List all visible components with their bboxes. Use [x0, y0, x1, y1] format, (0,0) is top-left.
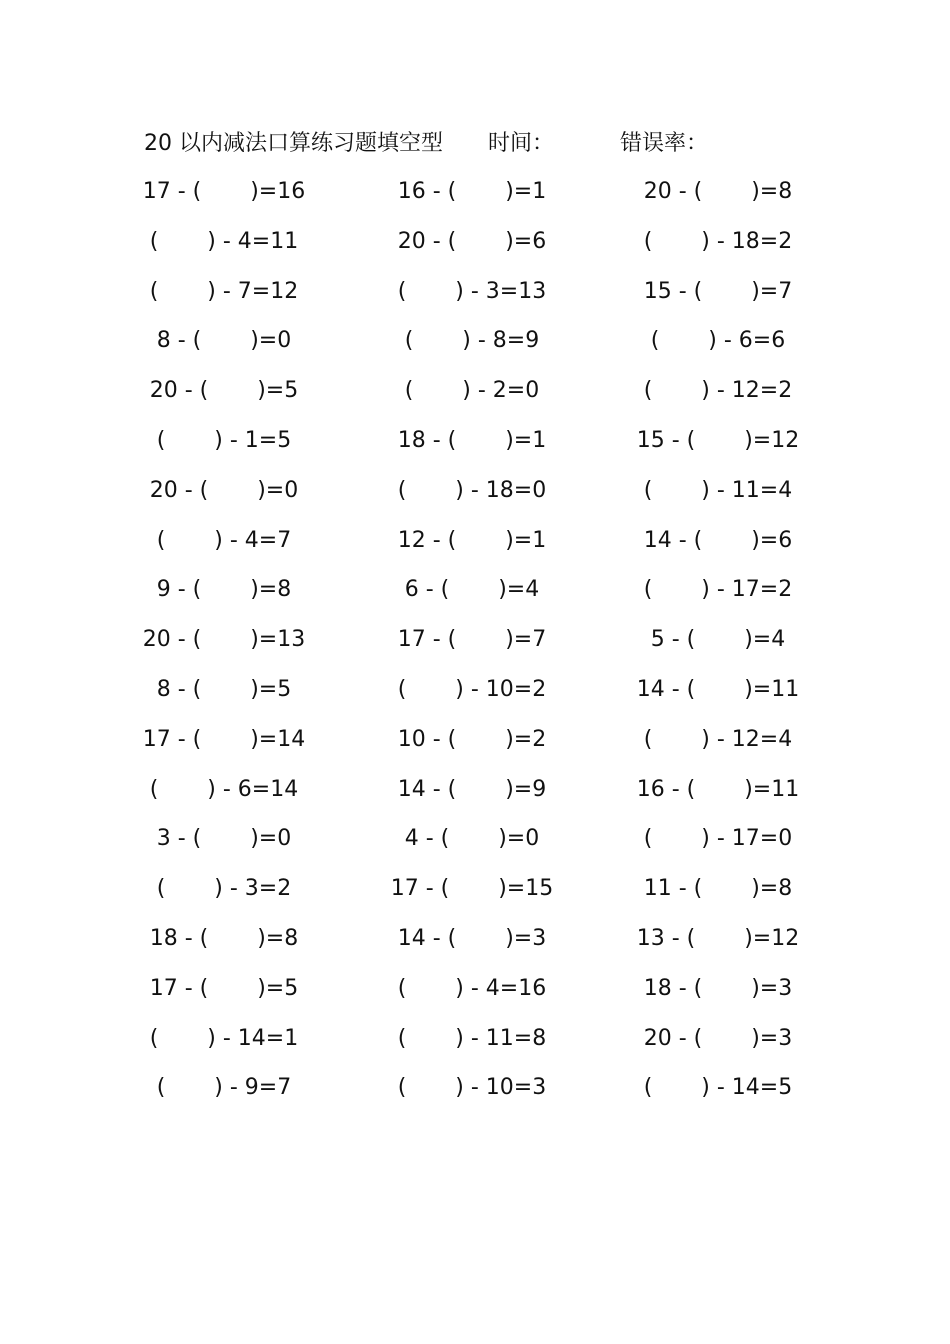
problem-cell: 14 - ( )=3 [397, 925, 547, 951]
problem-cell: 18 - ( )=3 [643, 975, 793, 1001]
problem-cell: 6 - ( )=4 [404, 577, 540, 603]
problem-cell: ( ) - 3=13 [397, 278, 547, 304]
problem-cell: 14 - ( )=9 [397, 776, 547, 802]
problem-cell: 17 - ( )=7 [397, 627, 547, 653]
problem-cell: 17 - ( )=5 [149, 975, 299, 1001]
problem-cell: ( ) - 6=14 [149, 776, 299, 802]
problem-cell: 11 - ( )=8 [643, 876, 793, 902]
problem-row [0, 770, 950, 820]
problem-cell: 13 - ( )=12 [636, 925, 800, 951]
problem-row [0, 869, 950, 919]
problem-cell: 5 - ( )=4 [650, 627, 786, 653]
problem-row [0, 720, 950, 770]
problem-cell: 8 - ( )=0 [156, 328, 292, 354]
problem-cell: ( ) - 12=2 [643, 378, 793, 404]
problem-cell: ( ) - 18=0 [397, 477, 547, 503]
worksheet-header [0, 126, 950, 160]
problem-row [0, 1068, 950, 1118]
problem-cell: ( ) - 11=8 [397, 1025, 547, 1051]
problem-row [0, 969, 950, 1019]
problem-cell: ( ) - 4=7 [156, 527, 292, 553]
problem-grid [0, 172, 950, 1118]
problem-cell: ( ) - 9=7 [156, 1075, 292, 1101]
problem-cell: 20 - ( )=5 [149, 378, 299, 404]
problem-row [0, 670, 950, 720]
error-rate-label: 错误率： [620, 131, 709, 156]
problem-row [0, 272, 950, 322]
problem-cell: ( ) - 11=4 [643, 477, 793, 503]
problem-cell: ( ) - 18=2 [643, 228, 793, 254]
problem-row [0, 321, 950, 371]
problem-cell: 15 - ( )=7 [643, 278, 793, 304]
problem-cell: ( ) - 7=12 [149, 278, 299, 304]
problem-cell: 12 - ( )=1 [397, 527, 547, 553]
problem-cell: ( ) - 17=2 [643, 577, 793, 603]
problem-cell: 20 - ( )=13 [142, 627, 306, 653]
problem-cell: ( ) - 3=2 [156, 876, 292, 902]
problem-cell: 20 - ( )=3 [643, 1025, 793, 1051]
problem-cell: 14 - ( )=11 [636, 676, 800, 702]
problem-row [0, 471, 950, 521]
problem-cell: ( ) - 10=2 [397, 676, 547, 702]
problem-cell: ( ) - 6=6 [650, 328, 786, 354]
problem-cell: 8 - ( )=5 [156, 676, 292, 702]
problem-cell: 18 - ( )=1 [397, 427, 547, 453]
problem-row [0, 1019, 950, 1069]
problem-cell: 17 - ( )=16 [142, 179, 306, 204]
problem-row [0, 819, 950, 869]
worksheet-title: 20 以内减法口算练习题填空型 [144, 131, 443, 156]
problem-row [0, 919, 950, 969]
problem-cell: 10 - ( )=2 [397, 726, 547, 752]
problem-cell: ( ) - 2=0 [404, 378, 540, 404]
problem-row [0, 620, 950, 670]
problem-cell: 9 - ( )=8 [156, 577, 292, 603]
problem-cell: 16 - ( )=1 [397, 179, 547, 204]
problem-row [0, 521, 950, 571]
problem-cell: 20 - ( )=6 [397, 228, 547, 254]
problem-cell: ( ) - 4=11 [149, 228, 299, 254]
problem-cell: 17 - ( )=15 [390, 876, 554, 902]
problem-cell: 20 - ( )=0 [149, 477, 299, 503]
problem-cell: 18 - ( )=8 [149, 925, 299, 951]
time-label: 时间： [488, 131, 555, 156]
problem-cell: ( ) - 14=5 [643, 1075, 793, 1101]
problem-cell: ( ) - 1=5 [156, 427, 292, 453]
problem-cell: 15 - ( )=12 [636, 427, 800, 453]
problem-cell: ( ) - 10=3 [397, 1075, 547, 1101]
problem-row [0, 570, 950, 620]
problem-cell: 3 - ( )=0 [156, 826, 292, 852]
problem-cell: 20 - ( )=8 [643, 179, 793, 204]
problem-row [0, 421, 950, 471]
problem-row [0, 371, 950, 421]
problem-cell: ( ) - 17=0 [643, 826, 793, 852]
problem-cell: 17 - ( )=14 [142, 726, 306, 752]
problem-cell: 16 - ( )=11 [636, 776, 800, 802]
problem-cell: ( ) - 8=9 [404, 328, 540, 354]
problem-row [0, 222, 950, 272]
problem-cell: ( ) - 14=1 [149, 1025, 299, 1051]
problem-cell: ( ) - 12=4 [643, 726, 793, 752]
problem-cell: ( ) - 4=16 [397, 975, 547, 1001]
problem-cell: 14 - ( )=6 [643, 527, 793, 553]
problem-cell: 4 - ( )=0 [404, 826, 540, 852]
problem-row [0, 172, 950, 222]
